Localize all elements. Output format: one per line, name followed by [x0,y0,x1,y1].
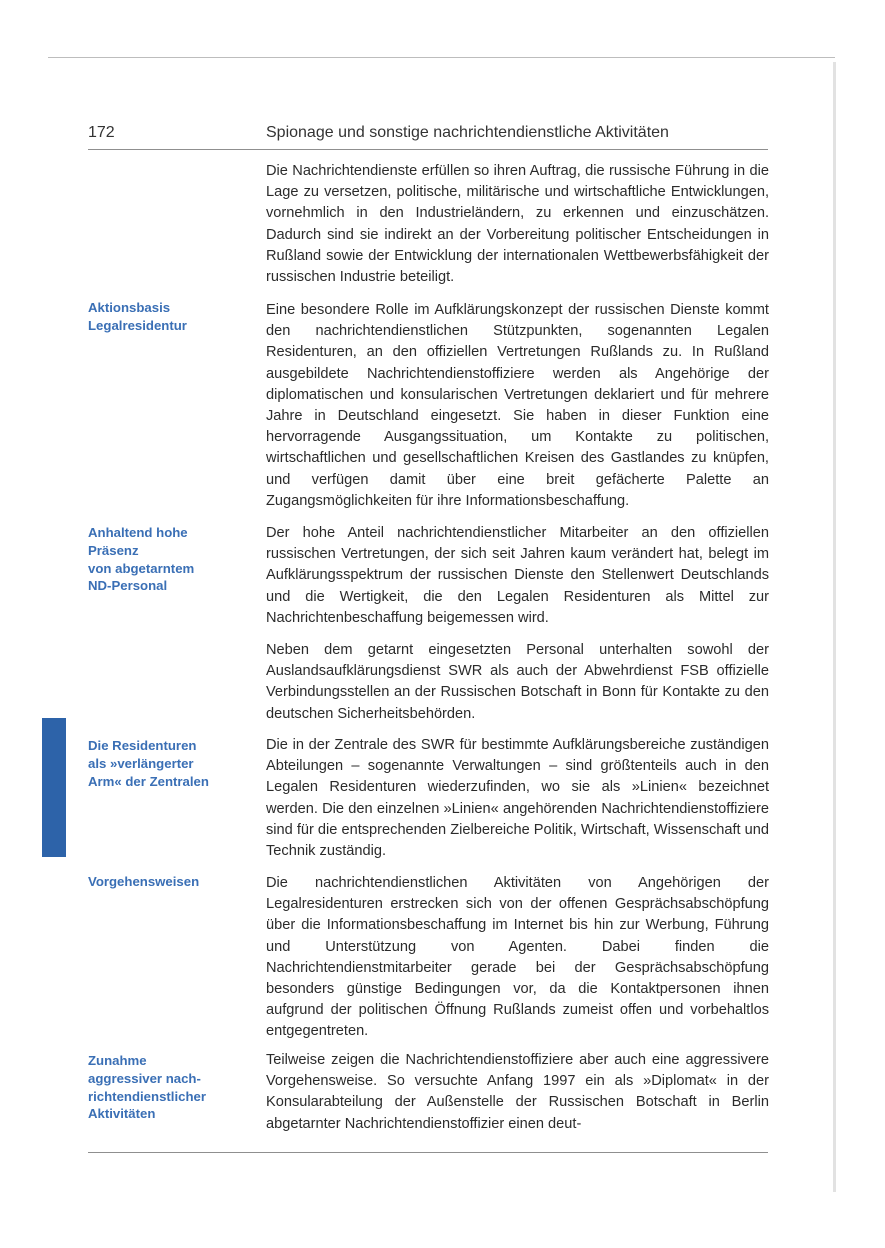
chapter-thumb-tab [42,718,66,857]
running-title: Spionage und sonstige nachrichtendienstliche Aktivitäten [266,124,669,141]
paragraph-3: Der hohe Anteil nachrichtendienstlicher Mitarbeiter an den offiziellen russischen Vertretungen, der sich seit Jahren kaum verändert hat, belegt im Aufklärungsspektrum der russischen Dienste den Stellenwert Deutschlands und die Wertigkeit, die den Legalen Residenturen als Mittel zur Nachrichtenbeschaffung beigemessen wird. [266,525,769,626]
margin-note-praesenz: Anhaltend hohe Präsenz von abgetarntem ND-Personal [88,525,195,594]
paragraph-1: Die Nachrichtendienste erfüllen so ihren Auftrag, die russische Führung in die Lage zu versetzen, politische, militärische und wirtschaftliche Entwicklungen, vornehmlich in den Industrieländern, zu erkennen und einzuschätzen. Dadurch sind sie indirekt an der Vorbereitung politischer Entscheidungen in Rußland sowie der Entwicklung der internationalen Wettbewerbsfähigkeit der russischen Industrie beteiligt. [266,163,769,286]
margin-note-residenturen: Die Residenturen als »verlängerter Arm« der Zentralen [88,738,209,789]
margin-note-vorgehensweisen: Vorgehensweisen [88,874,200,889]
margin-note-zunahme: Zunahme aggressiver nach- richtendienstlicher Aktivitäten [88,1053,206,1122]
margin-note-aktionsbasis: Aktionsbasis Legalresidentur [88,300,187,333]
paragraph-6: Die nachrichtendienstlichen Aktivitäten von Angehörigen der Legalresidenturen erstrecken sich von der offenen Gesprächsabschöpfung über die Informationsbeschaffung im Internet bis hin zur Werbung, Führung und Unterstützung von Agenten. Dabei finden die Nachrichtendienstmitarbeiter gerade bei der Gesprächsabschöpfung besonders günstige Bedingungen vor, da die Kontaktpersonen ihnen aufgrund der politischen Öffnung Rußlands zumeist offen und vorbehaltlos entgegentreten. [266,875,769,1040]
footer-rule [88,1152,768,1153]
paragraph-7: Teilweise zeigen die Nachrichtendienstoffiziere aber auch eine aggressivere Vorgehensweise. So versuchte Anfang 1997 ein als »Diplomat« in der Konsularabteilung der Außenstelle der Russischen Botschaft in Berlin abgetarnter Nachrichtendienstoffizier einen deut- [266,1052,769,1132]
page-number: 172 [88,124,115,141]
page-binding-edge [833,62,836,1192]
paragraph-4: Neben dem getarnt eingesetzten Personal unterhalten sowohl der Auslandsaufklärungsdienst SWR als auch der Abwehrdienst FSB offizielle Verbindungsstellen an der Russischen Botschaft in Bonn für Kontakte zu den deutschen Sicherheitsbehörden. [266,642,769,722]
header-rule [88,149,768,150]
paragraph-2: Eine besondere Rolle im Aufklärungskonzept der russischen Dienste kommt den nachrichtendienstlichen Stützpunkten, sogenannten Legalen Residenturen, an den offiziellen Vertretungen Rußlands zu. In Rußland ausgebildete Nachrichtendienstoffiziere werden als Angehörige der diplomatischen und konsularischen Vertretungen deklariert und für mehrere Jahre in Deutschland eingesetzt. Sie haben in dieser Funktion eine hervorragende Ausgangssituation, um Kontakte zu politischen, wirtschaftlichen und gesellschaftlichen Kreisen des Gastlandes zu knüpfen, und verfügen damit über eine breit gefächerte Palette an Zugangsmöglichkeiten für ihre Informationsbeschaffung. [266,302,769,509]
top-edge-line [48,57,835,58]
paragraph-5: Die in der Zentrale des SWR für bestimmte Aufklärungsbereiche zuständigen Abteilungen – sogenannte Verwaltungen – sind größtenteils auch in den Legalen Residenturen wiederzufinden, wo sie als »Linien« bezeichnet werden. Die den einzelnen »Linien« angehörenden Nachrichtendienstoffiziere sind für die entsprechenden Zielbereiche Politik, Wirtschaft, Wissenschaft und Technik zuständig. [266,737,769,860]
